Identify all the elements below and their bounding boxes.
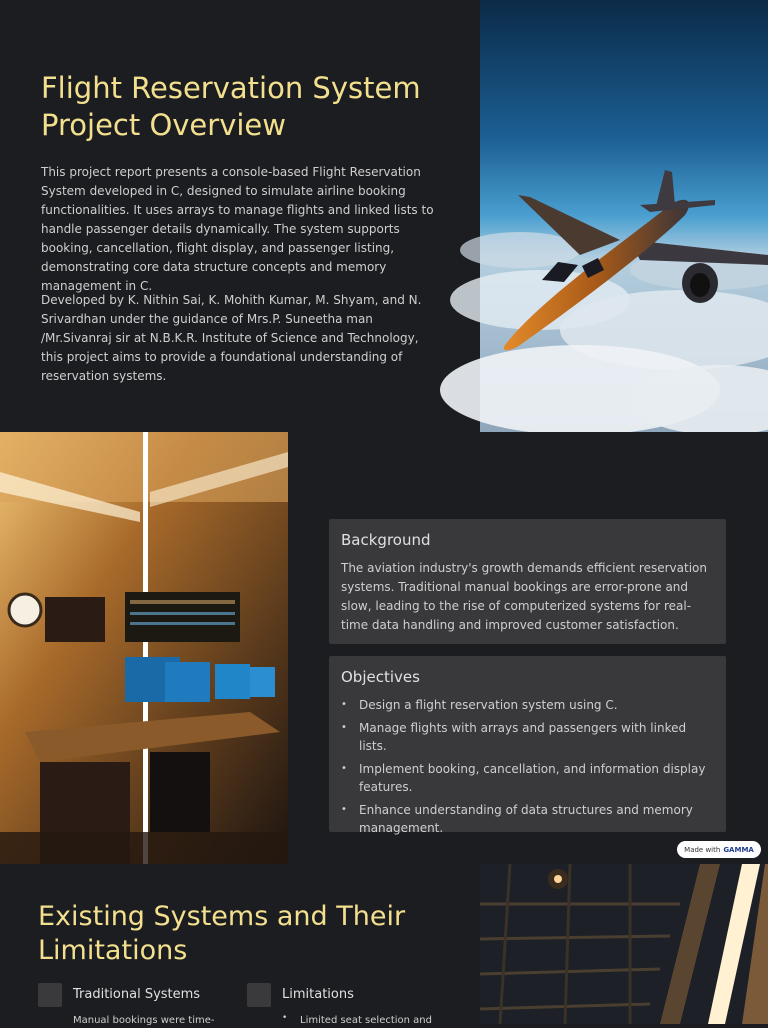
list-item-text: Manage flights with arrays and passengers with linked lists. xyxy=(359,721,687,753)
column-text: Manual bookings were time- xyxy=(73,1015,215,1026)
office-illustration xyxy=(0,432,288,864)
slide-background-objectives xyxy=(0,432,768,864)
slide-title: Existing Systems and Their Limitations xyxy=(38,901,406,966)
card-heading: Background xyxy=(341,531,431,549)
slide-existing-systems xyxy=(0,864,768,1024)
bullet-icon: • xyxy=(341,722,347,733)
made-with-gamma-badge[interactable] xyxy=(677,841,761,858)
column-heading: Limitations xyxy=(282,987,354,1002)
bullet-icon: • xyxy=(282,1013,288,1023)
badge-prefix: Made with xyxy=(684,845,721,854)
list-item xyxy=(341,696,716,714)
list-item-text: Design a flight reservation system using C. xyxy=(359,698,618,712)
list-item xyxy=(341,801,716,837)
traditional-systems-icon xyxy=(38,983,62,1007)
list-item-text: Enhance understanding of data structures and memory management. xyxy=(359,803,693,835)
gamma-logo: GAMMA xyxy=(723,845,754,854)
airplane-image xyxy=(480,0,768,432)
slide-project-overview xyxy=(0,0,768,432)
list-item xyxy=(341,760,716,796)
bullet-icon: • xyxy=(341,804,347,815)
list-item xyxy=(341,719,716,755)
airplane-illustration xyxy=(480,0,768,432)
bullet-icon: • xyxy=(341,763,347,774)
column-text: Limited seat selection and xyxy=(300,1015,432,1026)
credits-paragraph: Developed by K. Nithin Sai, K. Mohith Kumar, M. Shyam, and N. Srivardhan under the guidance of Mrs.P. Suneetha man /Mr.Sivanraj sir at N.B.K.R. Institute of Science and Technology, this project aims to provide a foundational understanding of reservation systems. xyxy=(41,293,422,383)
objectives-list xyxy=(341,696,716,842)
objectives-card xyxy=(329,656,726,835)
card-text: The aviation industry's growth demands efficient reservation systems. Traditional manual bookings are error-prone and slow, leading to the rise of computerized systems for real-time data handling and improved customer satisfaction. xyxy=(341,561,707,632)
ceiling-illustration xyxy=(480,864,768,1024)
background-card xyxy=(329,519,726,644)
ceiling-image xyxy=(480,864,768,1024)
slide-title: Flight Reservation System Project Overview xyxy=(41,71,421,142)
card-heading: Objectives xyxy=(341,668,420,686)
overview-paragraph: This project report presents a console-based Flight Reservation System developed in C, designed to simulate airline booking functionalities. It uses arrays to manage flights and linked lists to handle passenger details dynamically. The system supports booking, cancellation, flight display, and passenger listing, demonstrating core data structure concepts and memory management in C. xyxy=(41,165,434,293)
column-heading: Traditional Systems xyxy=(73,987,201,1002)
list-item-text: Implement booking, cancellation, and information display features. xyxy=(359,762,706,794)
bullet-icon: • xyxy=(341,699,347,710)
limitations-icon xyxy=(247,983,271,1007)
reservation-office-image xyxy=(0,432,288,864)
